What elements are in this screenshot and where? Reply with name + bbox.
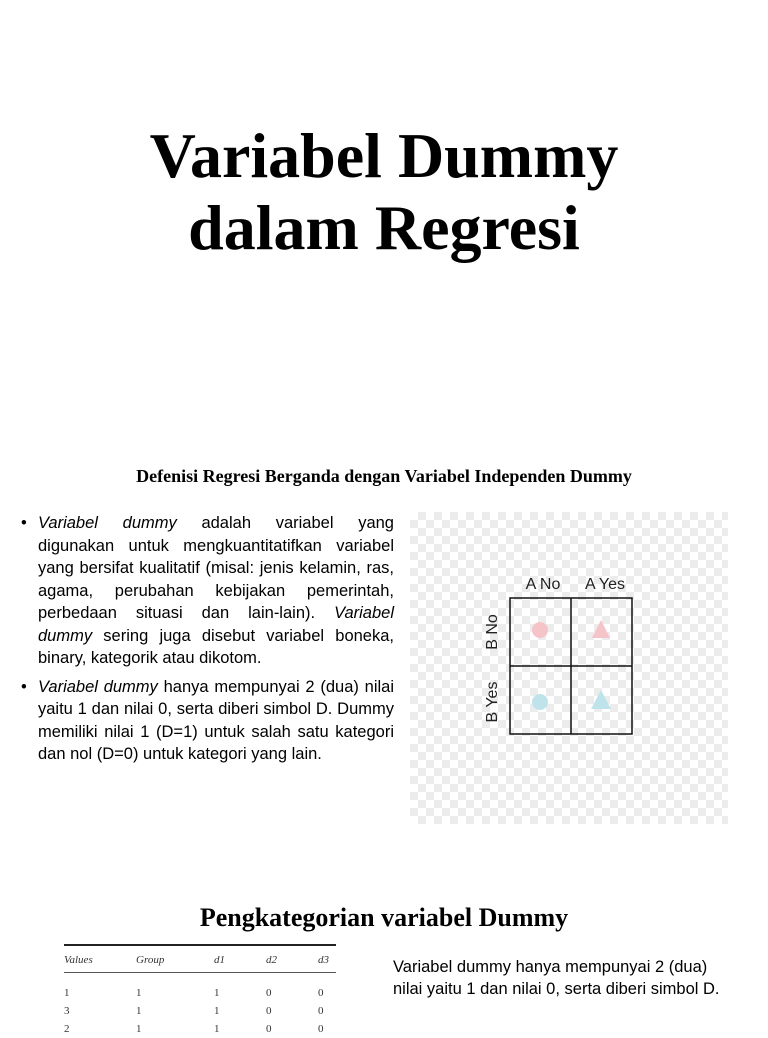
bullet-emphasis-2: Variabel dummy bbox=[38, 604, 394, 645]
grid-svg bbox=[410, 512, 728, 824]
row-label-b-yes: B Yes bbox=[484, 681, 501, 723]
table-cell: 0 bbox=[318, 987, 324, 999]
bullet-text: hanya mempunyai 2 (dua) nilai yaitu 1 dan nilai 0, serta diberi simbol D. Dummy memiliki nilai 1 (D=1) untuk salah satu kategori dan nol (D=0) untuk kategori yang lain. bbox=[38, 677, 394, 763]
table-cell: 0 bbox=[266, 987, 272, 999]
table-cell: 0 bbox=[318, 1005, 324, 1017]
row-label-b-no: B No bbox=[484, 614, 501, 650]
table-cell: 2 bbox=[64, 1023, 70, 1035]
table-header-row bbox=[64, 945, 336, 973]
triangle-symbol-a-yes-b-yes bbox=[591, 690, 611, 709]
definition-bullet bbox=[18, 512, 394, 670]
table-row bbox=[64, 973, 336, 1003]
col-label-a-yes: A Yes bbox=[584, 576, 626, 593]
bullet-text: adalah variabel yang digunakan untuk mengkuantitatifkan variabel yang bersifat kualitatif (misal: jenis kelamin, ras, agama, perubahan kebijakan pemerintah, perbedaan situasi dan lain-lain). bbox=[38, 514, 394, 622]
table-cell: 0 bbox=[318, 1023, 324, 1035]
table-cell: 3 bbox=[64, 1005, 70, 1017]
column-header: d3 bbox=[318, 954, 329, 966]
table-cell: 1 bbox=[136, 987, 142, 999]
table-cell: 1 bbox=[64, 987, 70, 999]
table-cell: 1 bbox=[136, 1005, 142, 1017]
table-cell: 1 bbox=[136, 1023, 142, 1035]
definition-bullet-list bbox=[18, 512, 394, 772]
table-cell: 1 bbox=[214, 1023, 220, 1035]
col-label-a-no: A No bbox=[525, 576, 561, 593]
categorization-text: Variabel dummy hanya mempunyai 2 (dua) nilai yaitu 1 dan nilai 0, serta diberi simbol D. bbox=[393, 958, 720, 998]
table-cell: 0 bbox=[266, 1005, 272, 1017]
column-header: d1 bbox=[214, 954, 225, 966]
column-header: d2 bbox=[266, 954, 277, 966]
column-header: Values bbox=[64, 954, 93, 966]
circle-symbol-a-no-b-yes bbox=[532, 694, 548, 710]
table-cell: 0 bbox=[266, 1023, 272, 1035]
table-cell: 1 bbox=[214, 987, 220, 999]
title-line-1: Variabel Dummy bbox=[149, 120, 619, 191]
slide-title bbox=[0, 120, 768, 264]
definition-bullet bbox=[18, 676, 394, 766]
bullet-emphasis: Variabel dummy bbox=[38, 514, 177, 532]
bullet-text-2: sering juga disebut variabel boneka, binary, kategorik atau dikotom. bbox=[38, 626, 394, 667]
dummy-grid-diagram bbox=[410, 512, 728, 824]
table-cell: 1 bbox=[214, 1005, 220, 1017]
bullet-icon: • bbox=[21, 514, 27, 532]
bullet-icon: • bbox=[21, 677, 27, 696]
table-row bbox=[64, 1020, 336, 1038]
circle-symbol-a-no-b-no bbox=[532, 622, 548, 638]
column-header: Group bbox=[136, 954, 165, 966]
table-row bbox=[64, 1002, 336, 1020]
triangle-symbol-a-yes-b-no bbox=[592, 620, 610, 638]
definition-heading: Defenisi Regresi Berganda dengan Variabel Independen Dummy bbox=[136, 466, 632, 486]
title-line-2: dalam Regresi bbox=[188, 192, 580, 263]
categorization-heading: Pengkategorian variabel Dummy bbox=[199, 903, 569, 932]
bullet-emphasis: Variabel dummy bbox=[38, 677, 158, 696]
